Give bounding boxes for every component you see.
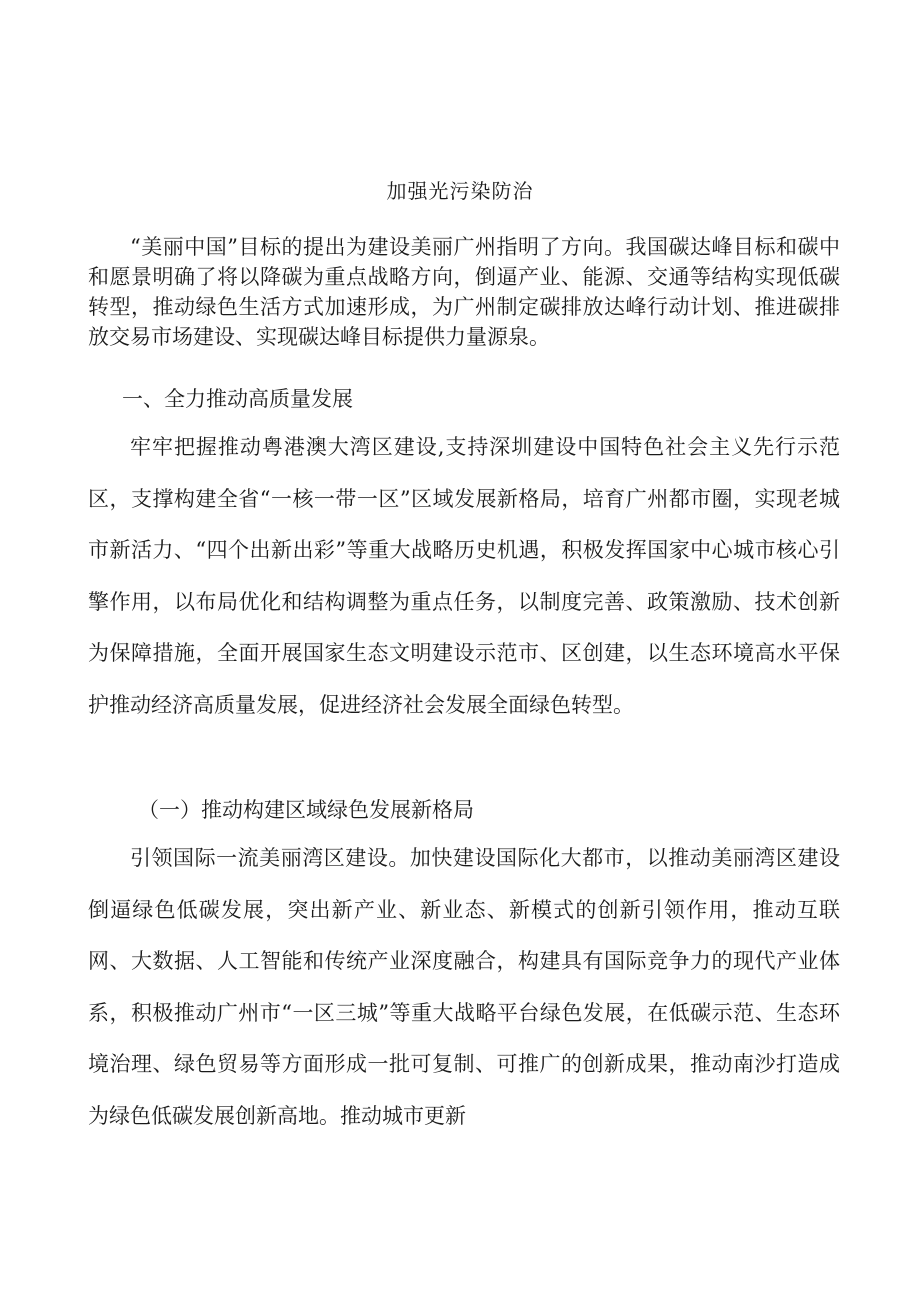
document-title: 加强光污染防治	[386, 179, 534, 203]
section-heading: 一、全力推动高质量发展	[122, 387, 353, 411]
section-paragraph: 牢牢把握推动粤港澳大湾区建设,支持深圳建设中国特色社会主义先行示范区，支撑构建全省“一核一带一区”区域发展新格局，培育广州都市圈，实现老城市新活力、“四个出新出彩”等重大战略历史机遇，积极发挥国家中心城市核心引擎作用，以布局优化和结构调整为重点任务，以制度完善、政策激励、技术创新为保障措施，全面开展国家生态文明建设示范市、区创建，以生态环境高水平保护推动经济高质量发展，促进经济社会发展全面绿色转型。	[88, 435, 840, 717]
subsection-paragraph: 引领国际一流美丽湾区建设。加快建设国际化大都市，以推动美丽湾区建设倒逼绿色低碳发展，突出新产业、新业态、新模式的创新引领作用，推动互联网、大数据、人工智能和传统产业深度融合，构建具有国际竞争力的现代产业体系，积极推动广州市“一区三城”等重大战略平台绿色发展，在低碳示范、生态环境治理、绿色贸易等方面形成一批可复制、可推广的创新成果，推动南沙打造成为绿色低碳发展创新高地。推动城市更新	[88, 846, 840, 1128]
subsection-heading: （一）推动构建区域绿色发展新格局	[138, 798, 474, 822]
abstract-paragraph: “美丽中国”目标的提出为建设美丽广州指明了方向。我国碳达峰目标和碳中和愿景明确了将以降碳为重点战略方向，倒逼产业、能源、交通等结构实现低碳转型，推动绿色生活方式加速形成，为广州制定碳排放达峰行动计划、推进碳排放交易市场建设、实现碳达峰目标提供力量源泉。	[88, 235, 840, 349]
